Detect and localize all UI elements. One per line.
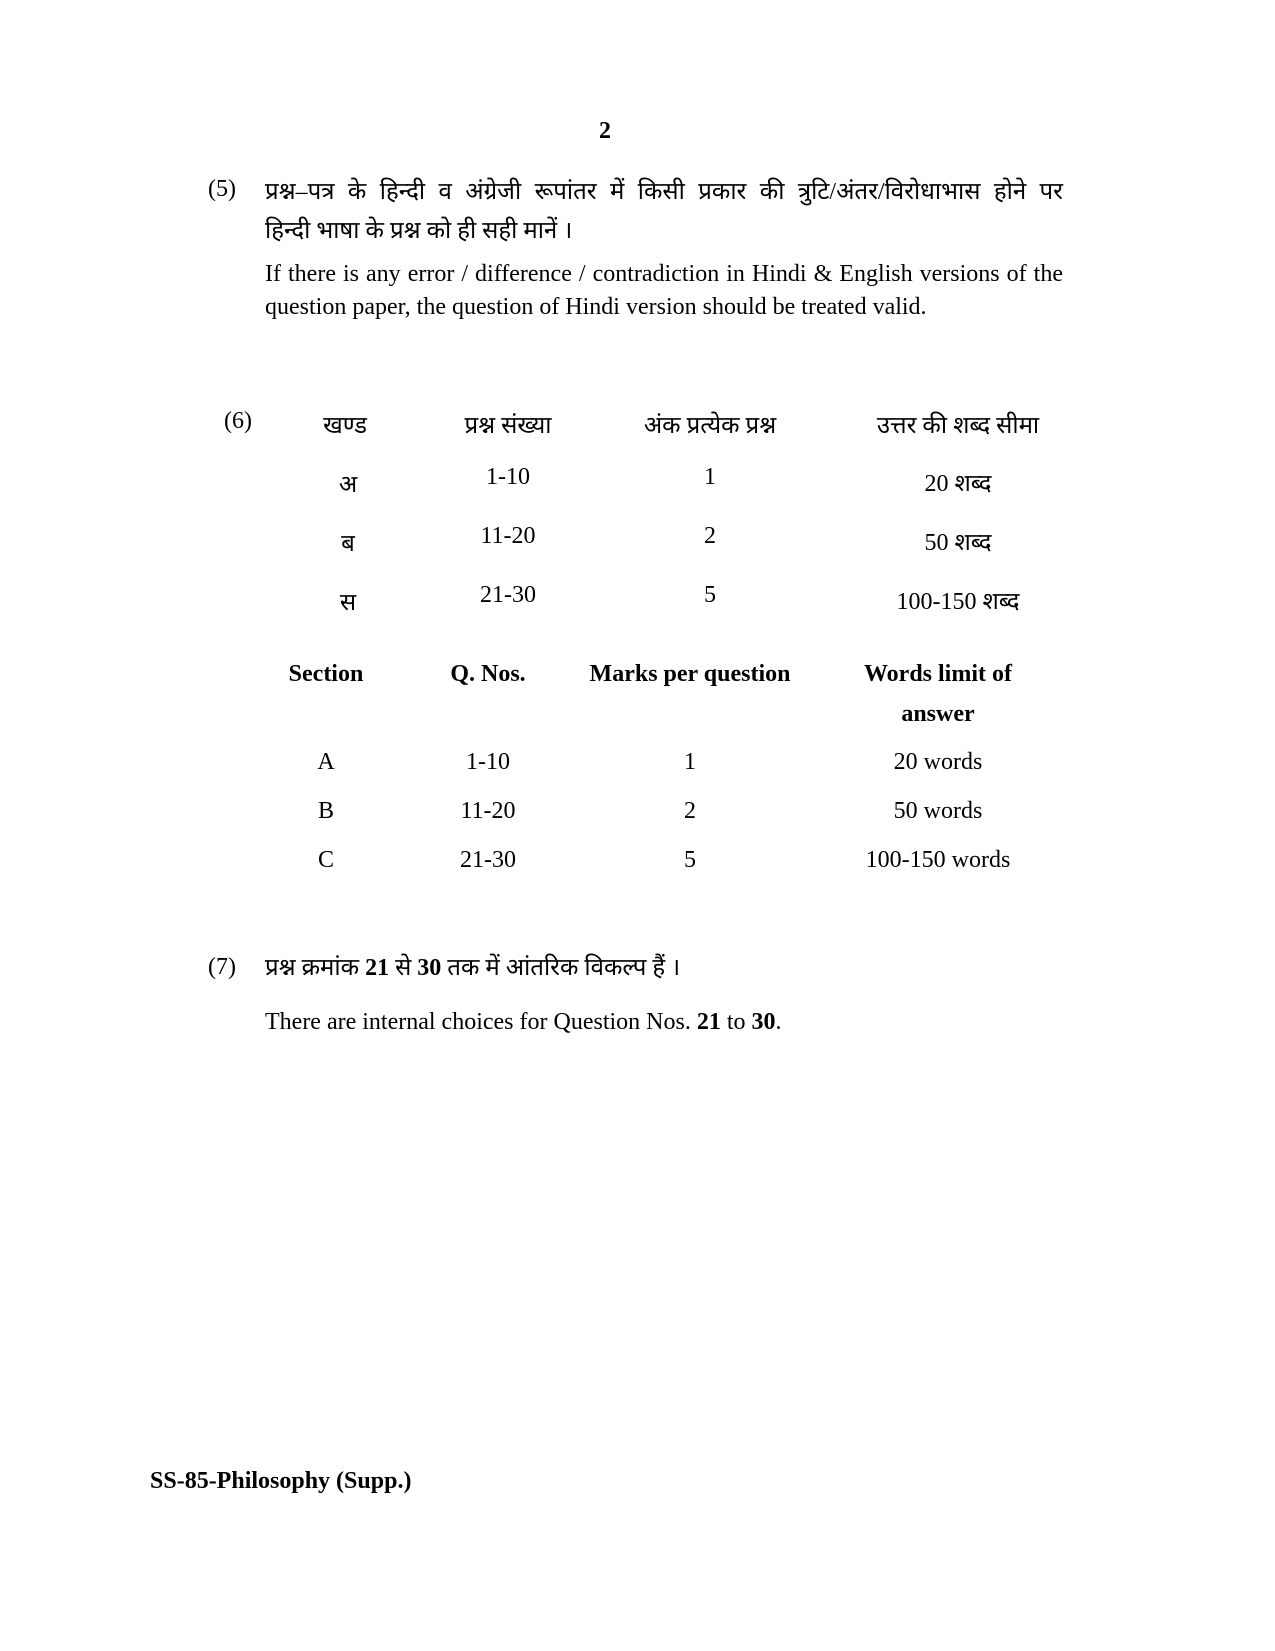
item-5-number: (5) [208,176,236,202]
english-table-cell: C [317,847,335,873]
english-table-cell: 1 [684,749,696,775]
hindi-table-cell: अ [338,472,358,498]
hindi-table-cell: 1 [704,464,716,490]
page-number: 2 [599,118,611,144]
hindi-table-cell: 100-150 शब्द [896,589,1020,615]
english-table-cell: B [317,798,335,824]
english-table-cell: 21-30 [460,847,516,873]
english-table-cell: 20 words [893,749,983,775]
english-table-header: Section [288,661,364,687]
hindi-table-cell: 11-20 [480,523,536,549]
hindi-table-cell: 1-10 [486,464,530,490]
paper-code-footer: SS-85-Philosophy (Supp.) [150,1468,412,1494]
item-7-number: (7) [208,954,236,980]
hindi-table-cell: ब [341,531,355,557]
english-table-cell: 1-10 [466,749,510,775]
item-5-hindi-line-1: प्रश्न–पत्र के हिन्दी व अंग्रेजी रूपांतर में किसी प्रकार की त्रुटि/अंतर/विरोधाभास होने पर [265,179,1063,205]
hindi-table-cell: 20 शब्द [924,471,992,497]
item-7-english-text: There are internal choices for Question Nos. 21 to 30. [265,1009,782,1035]
hindi-table-cell: 5 [704,582,716,608]
hindi-table-header: अंक प्रत्येक प्रश्न [643,413,777,439]
english-table-header-continued: answer [901,701,975,727]
english-table-cell: 2 [684,798,696,824]
item-5-english-text: If there is any error / difference / contradiction in Hindi & English versions of the question paper, the question of Hindi version should be treated valid. [265,261,1063,320]
item-7-hindi-text: प्रश्न क्रमांक 21 से 30 तक में आंतरिक विकल्प हैं । [265,955,681,981]
hindi-table-cell: स [339,590,357,616]
english-table-cell: 5 [684,847,696,873]
item-6-number: (6) [224,408,252,434]
hindi-table-cell: 50 शब्द [924,530,992,556]
english-table-cell: 100-150 words [865,847,1011,873]
hindi-table-header: खण्ड [323,413,367,439]
hindi-table-cell: 21-30 [480,582,536,608]
english-table-header: Marks per question [589,661,791,687]
hindi-table-cell: 2 [704,523,716,549]
english-table-header: Q. Nos. [450,661,526,687]
english-table-cell: 50 words [893,798,983,824]
english-table-cell: 11-20 [460,798,516,824]
hindi-table-header: उत्तर की शब्द सीमा [876,413,1040,439]
hindi-table-header: प्रश्न संख्या [464,413,552,439]
item-5-hindi-line-2: हिन्दी भाषा के प्रश्न को ही सही मानें । [265,218,573,244]
english-table-cell: A [317,749,335,775]
english-table-header: Words limit of [864,661,1012,687]
